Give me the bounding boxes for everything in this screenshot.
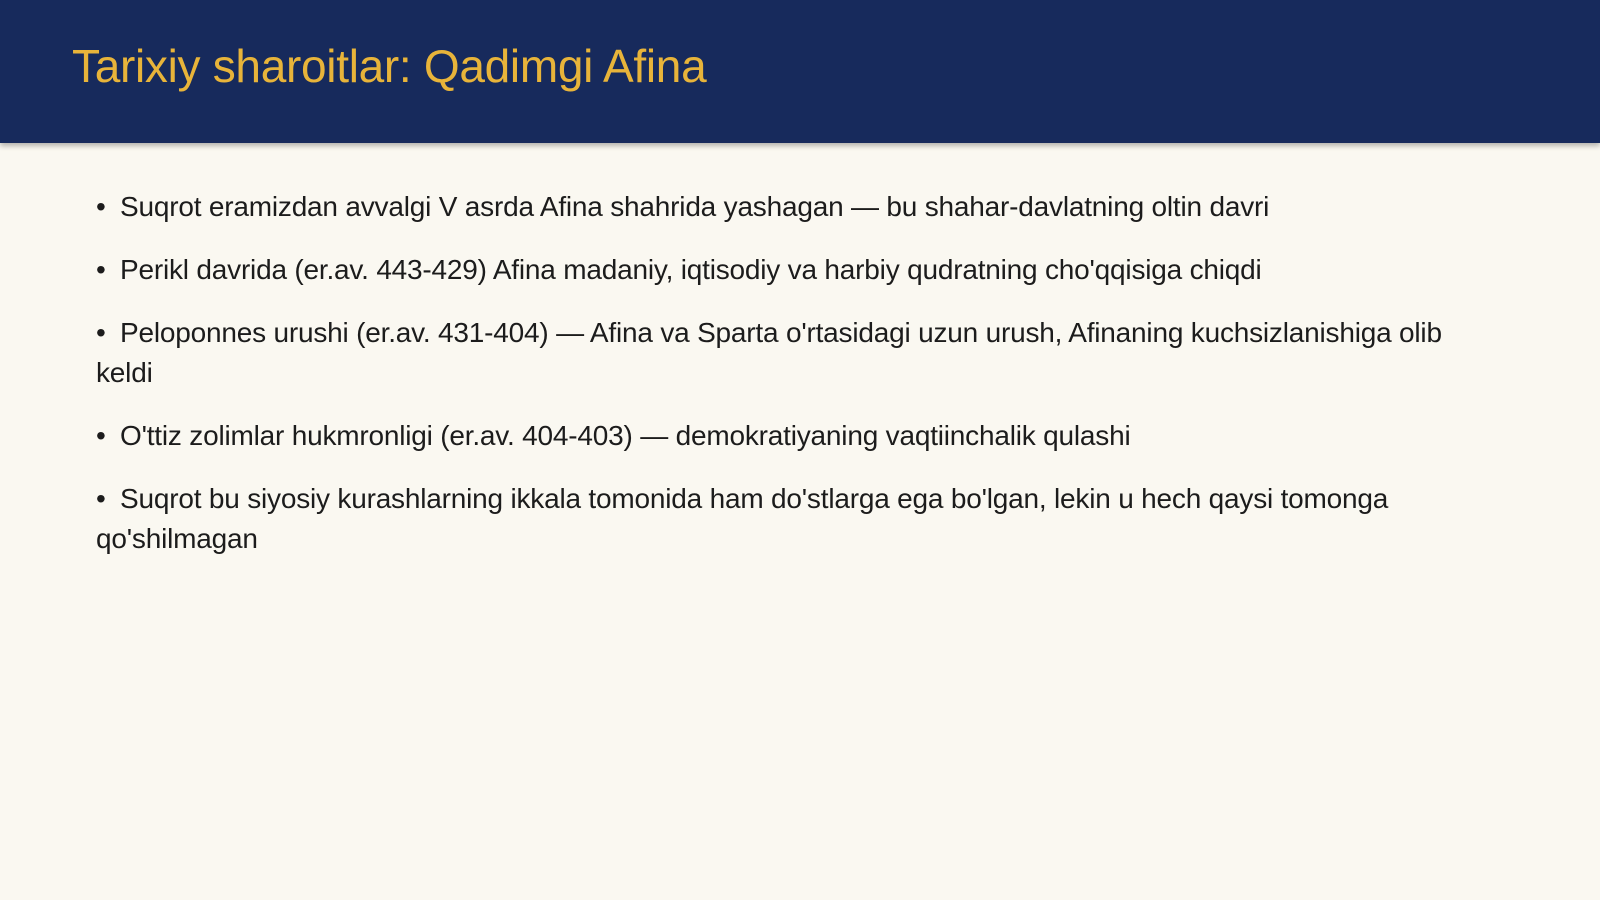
bullet-marker: •	[96, 191, 106, 222]
slide-header	[0, 0, 1600, 143]
bullet-item	[96, 416, 1496, 456]
bullet-item	[96, 250, 1496, 290]
bullet-marker: •	[96, 483, 106, 514]
bullet-list	[96, 187, 1496, 582]
bullet-item	[96, 313, 1496, 393]
bullet-marker: •	[96, 254, 106, 285]
bullet-marker: •	[96, 317, 106, 348]
slide-title: Tarixiy sharoitlar: Qadimgi Afina	[72, 40, 707, 92]
bullet-marker: •	[96, 420, 106, 451]
bullet-text: Suqrot eramizdan avvalgi V asrda Afina shahrida yashagan — bu shahar-davlatning oltin davri	[120, 191, 1270, 222]
bullet-text: O'ttiz zolimlar hukmronligi (er.av. 404-403) — demokratiyaning vaqtiinchalik qulashi	[120, 420, 1131, 451]
bullet-text: Suqrot bu siyosiy kurashlarning ikkala tomonida ham do'stlarga ega bo'lgan, lekin u hech qaysi tomonga qo'shilmagan	[96, 483, 1389, 554]
bullet-text: Perikl davrida (er.av. 443-429) Afina madaniy, iqtisodiy va harbiy qudratning cho'qqisiga chiqdi	[120, 254, 1262, 285]
bullet-text: Peloponnes urushi (er.av. 431-404) — Afina va Sparta o'rtasidagi uzun urush, Afinaning kuchsizlanishiga olib keldi	[96, 317, 1442, 388]
bullet-item	[96, 479, 1496, 559]
bullet-item	[96, 187, 1496, 227]
